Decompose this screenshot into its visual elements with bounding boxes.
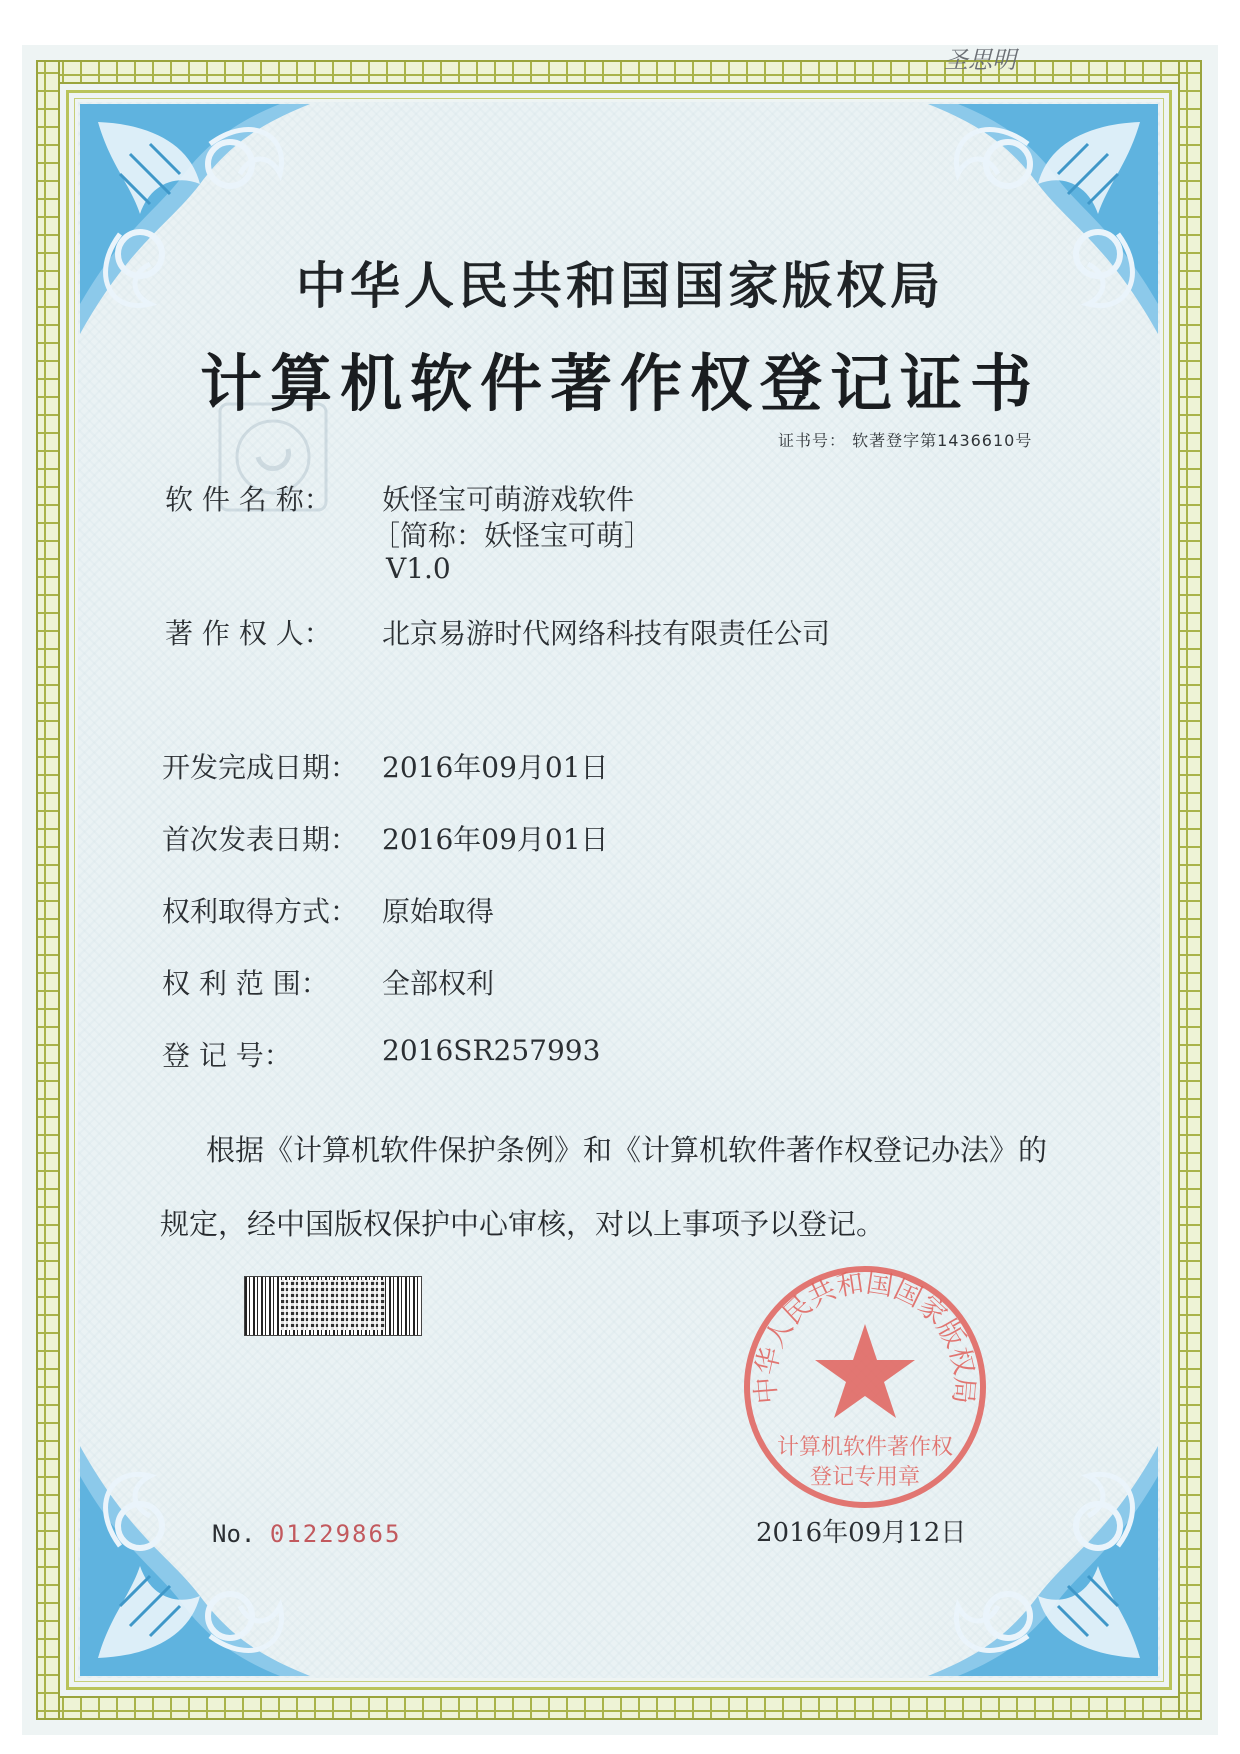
scope-label: 权 利 范 围： — [162, 967, 329, 1000]
fret-border-top — [36, 60, 1202, 84]
barcode-icon — [244, 1276, 422, 1336]
pub-date-value: 2016年09月01日 — [382, 823, 609, 856]
owner-value: 北京易游时代网络科技有限责任公司 — [382, 617, 831, 650]
dev-date-label: 开发完成日期： — [162, 751, 359, 784]
body-line-1: 根据《计算机软件保护条例》和《计算机软件著作权登记办法》的 — [206, 1133, 1048, 1167]
acquire-value: 原始取得 — [382, 895, 495, 928]
corner-ornament-bottom-left — [80, 1446, 310, 1676]
software-name-label: 软 件 名 称： — [165, 483, 332, 516]
serial-value: 01229865 — [269, 1520, 402, 1548]
scope-value: 全部权利 — [382, 967, 495, 1000]
dev-date-value: 2016年09月01日 — [382, 751, 609, 784]
registration-number: 2016SR257993 — [382, 1034, 601, 1067]
seal-arc-text: 中华人民共和国国家版权局 — [750, 1267, 980, 1406]
software-version: V1.0 — [386, 552, 451, 585]
owner-label: 著 作 权 人： — [165, 617, 332, 650]
certificate-number: 证书号： 软著登字第1436610号 — [778, 431, 1033, 450]
official-seal-stamp — [740, 1262, 990, 1512]
body-line-2: 规定，经中国版权保护中心审核，对以上事项予以登记。 — [160, 1207, 886, 1241]
acquire-label: 权利取得方式： — [162, 895, 359, 928]
certificate-serial — [212, 1520, 401, 1548]
issuer-title: 中华人民共和国国家版权局 — [296, 257, 944, 315]
software-name-value: 妖怪宝可萌游戏软件 — [382, 483, 635, 516]
issue-date: 2016年09月12日 — [756, 1518, 967, 1548]
seal-line-1: 计算机软件著作权 — [776, 1435, 954, 1460]
software-short-name: ［简称：妖怪宝可萌］ — [372, 519, 653, 552]
registration-label: 登 记 号： — [162, 1039, 292, 1072]
certificate-title: 计算机软件著作权登记证书 — [199, 347, 1040, 420]
qr-code-icon — [281, 1280, 385, 1330]
pub-date-label: 首次发表日期： — [162, 823, 359, 856]
handwritten-note: 圣思明 — [944, 46, 1016, 74]
seal-line-2: 登记专用章 — [809, 1465, 921, 1490]
serial-prefix: No. — [212, 1520, 256, 1548]
fret-border-bottom — [36, 1696, 1202, 1720]
